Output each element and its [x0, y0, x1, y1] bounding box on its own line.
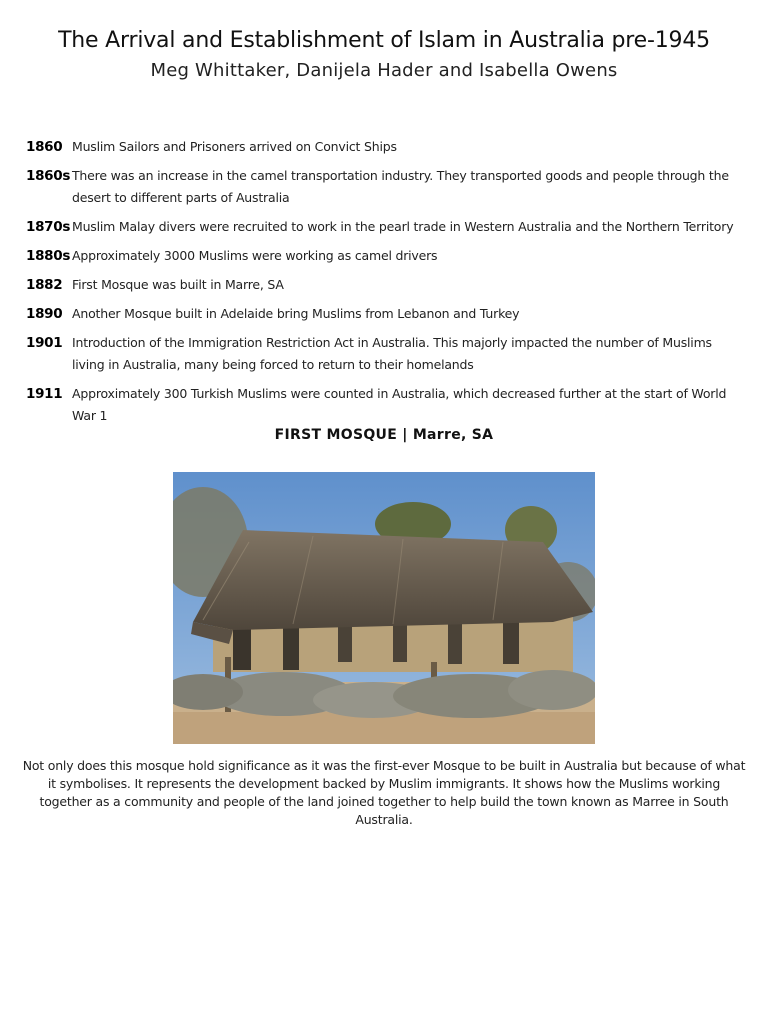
timeline-entry	[26, 136, 746, 158]
timeline-text: Approximately 300 Turkish Muslims were counted in Australia, which decreased further at the start of World War 1	[72, 386, 727, 423]
timeline-text: Approximately 3000 Muslims were working as camel drivers	[72, 248, 438, 263]
document-authors: Meg Whittaker, Danijela Hader and Isabella Owens	[150, 60, 618, 81]
timeline-year: 1901	[26, 335, 63, 351]
timeline-year: 1880s	[26, 248, 71, 264]
figure-caption: FIRST MOSQUE | Marre, SA	[274, 427, 494, 443]
timeline-text: First Mosque was built in Marre, SA	[72, 277, 284, 292]
timeline-year: 1882	[26, 277, 63, 293]
timeline-year: 1860s	[26, 168, 71, 184]
timeline-entry	[26, 165, 746, 209]
timeline-entry	[26, 216, 746, 238]
timeline-year: 1870s	[26, 219, 71, 235]
timeline-entry	[26, 332, 746, 376]
timeline-year: 1911	[26, 386, 63, 402]
timeline-year: 1860	[26, 139, 63, 155]
timeline-entry	[26, 274, 746, 296]
timeline-text: Another Mosque built in Adelaide bring Muslims from Lebanon and Turkey	[72, 306, 520, 321]
timeline-year: 1890	[26, 306, 63, 322]
timeline-entry	[26, 383, 746, 427]
timeline-text: Introduction of the Immigration Restriction Act in Australia. This majorly impacted the number of Muslims living in Australia, many being forced to return to their homelands	[72, 335, 712, 372]
mosque-photo	[173, 472, 595, 744]
timeline-entry	[26, 245, 746, 267]
timeline-entry	[26, 303, 746, 325]
timeline-text: Muslim Sailors and Prisoners arrived on Convict Ships	[72, 139, 397, 154]
timeline-text: There was an increase in the camel transportation industry. They transported goods and people through the desert to different parts of Australia	[72, 168, 729, 205]
timeline-list	[26, 136, 746, 434]
description-paragraph: Not only does this mosque hold significance as it was the first-ever Mosque to be built in Australia but because of what it symbolises. It represents the development backed by Muslim immigrants. It shows how the Muslims working together as a community and people of the land joined together to help build the town known as Marree in South Australia.	[22, 758, 746, 827]
timeline-text: Muslim Malay divers were recruited to work in the pearl trade in Western Australia and the Northern Territory	[72, 219, 734, 234]
document-title: The Arrival and Establishment of Islam in Australia pre-1945	[58, 28, 710, 53]
